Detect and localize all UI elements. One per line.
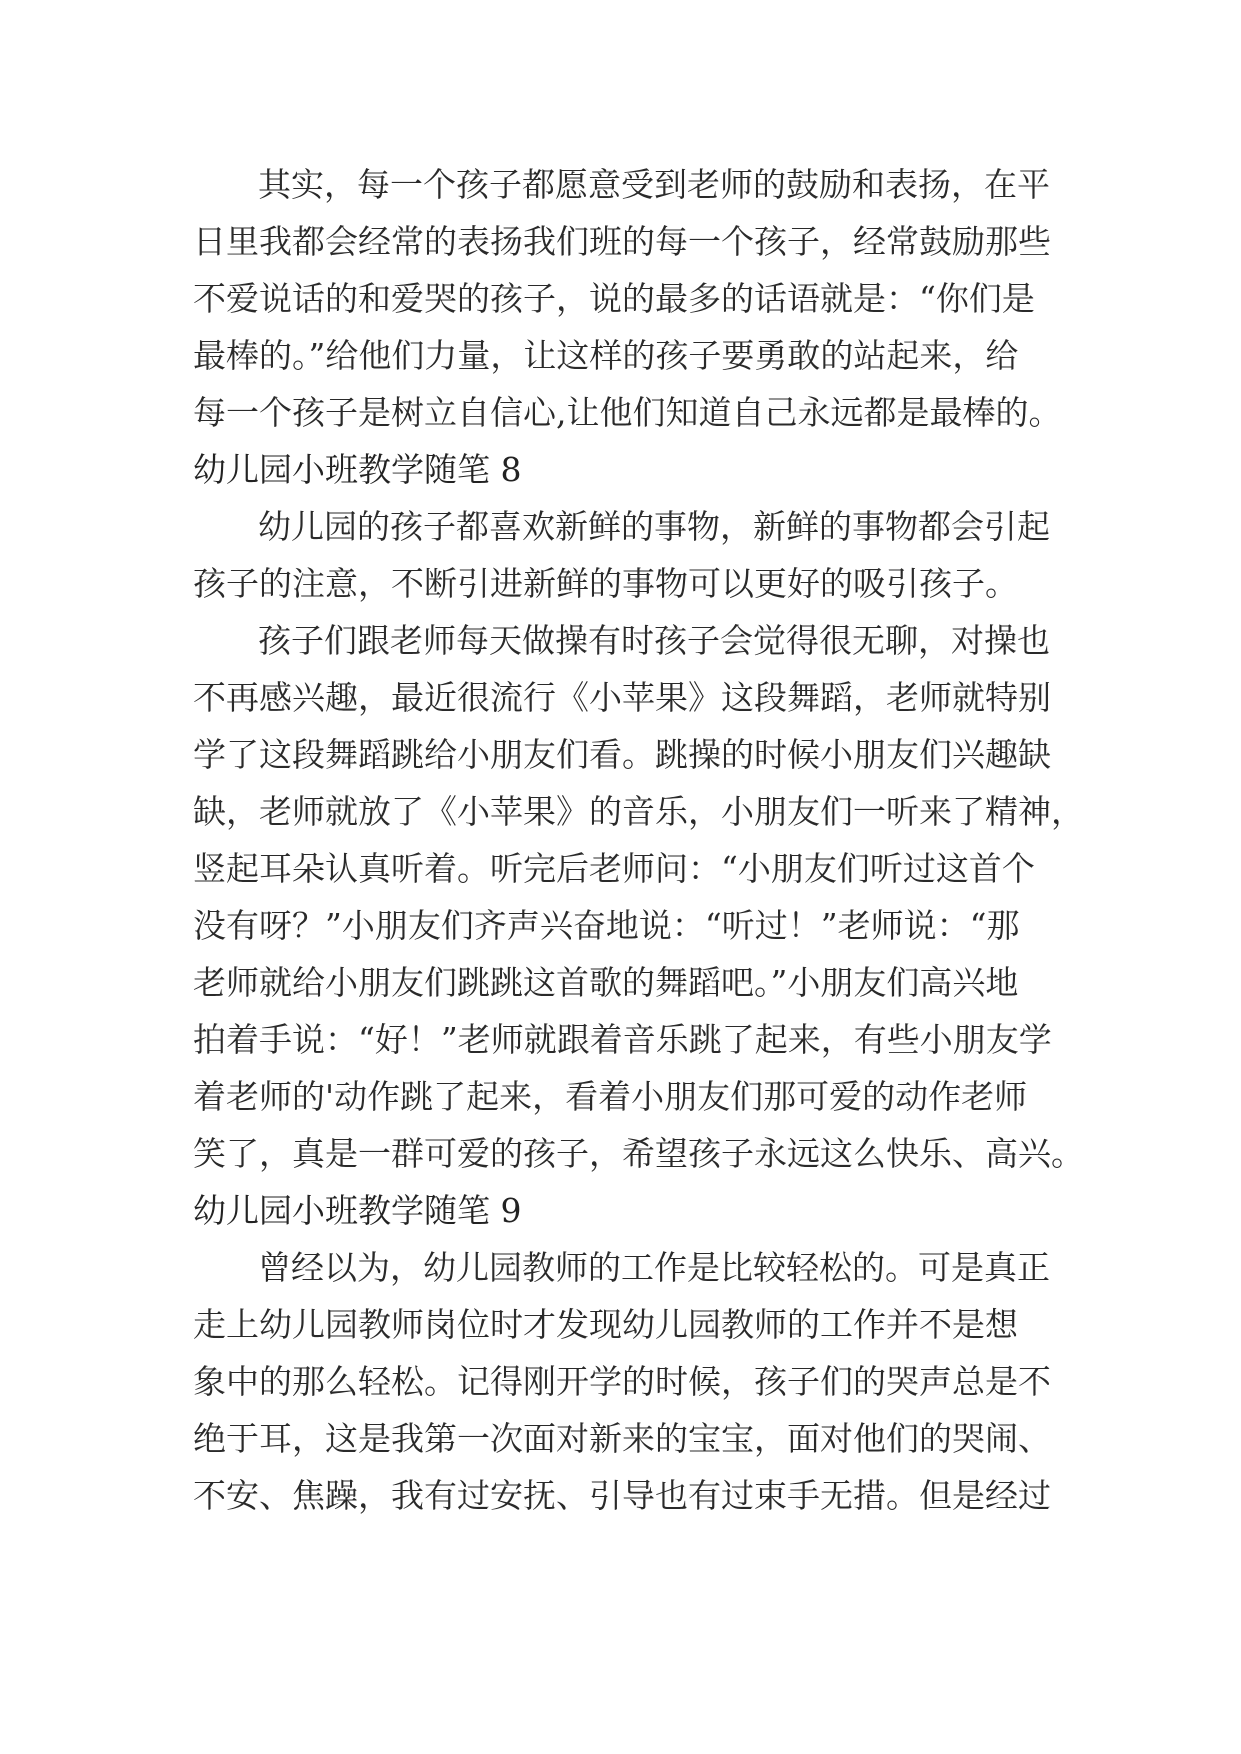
paragraph-line: 其实，每一个孩子都愿意受到老师的鼓励和表扬，在平 — [258, 165, 1050, 204]
paragraph-line: 老师就给小朋友们跳跳这首歌的舞蹈吧。”小朋友们高兴地 — [193, 963, 1019, 1002]
section-heading: 幼儿园小班教学随笔 9 — [193, 1191, 522, 1230]
paragraph-line: 学了这段舞蹈跳给小朋友们看。跳操的时候小朋友们兴趣缺 — [193, 735, 1051, 774]
paragraph-line: 走上幼儿园教师岗位时才发现幼儿园教师的工作并不是想 — [193, 1305, 1018, 1344]
paragraph-line: 曾经以为，幼儿园教师的工作是比较轻松的。可是真正 — [258, 1248, 1050, 1287]
paragraph-line: 幼儿园的孩子都喜欢新鲜的事物，新鲜的事物都会引起 — [258, 507, 1050, 546]
paragraph-line: 每一个孩子是树立自信心,让他们知道自己永远都是最棒的。 — [193, 393, 1062, 432]
paragraph-line: 最棒的。”给他们力量，让这样的孩子要勇敢的站起来，给 — [193, 336, 1019, 375]
paragraph-line: 不安、焦躁，我有过安抚、引导也有过束手无措。但是经过 — [193, 1476, 1051, 1515]
paragraph-line: 竖起耳朵认真听着。听完后老师问：“小朋友们听过这首个 — [193, 849, 1035, 888]
paragraph-line: 拍着手说：“好！”老师就跟着音乐跳了起来，有些小朋友学 — [193, 1020, 1052, 1059]
section-heading: 幼儿园小班教学随笔 8 — [193, 450, 522, 489]
paragraph-line: 不爱说话的和爱哭的孩子，说的最多的话语就是：“你们是 — [193, 279, 1035, 318]
paragraph-line: 日里我都会经常的表扬我们班的每一个孩子，经常鼓励那些 — [193, 222, 1051, 261]
paragraph-line: 孩子的注意，不断引进新鲜的事物可以更好的吸引孩子。 — [193, 564, 1018, 603]
paragraph-line: 象中的那么轻松。记得刚开学的时候，孩子们的哭声总是不 — [193, 1362, 1051, 1401]
paragraph-line: 没有呀？”小朋友们齐声兴奋地说：“听过！”老师说：“那 — [193, 906, 1020, 945]
paragraph-line: 笑了，真是一群可爱的孩子，希望孩子永远这么快乐、高兴。 — [193, 1134, 1084, 1173]
paragraph-line: 孩子们跟老师每天做操有时孩子会觉得很无聊，对操也 — [258, 621, 1050, 660]
paragraph-line: 不再感兴趣，最近很流行《小苹果》这段舞蹈，老师就特别 — [193, 678, 1051, 717]
paragraph-line: 缺，老师就放了《小苹果》的音乐，小朋友们一听来了精神， — [193, 792, 1084, 831]
paragraph-line: 着老师的'动作跳了起来，看着小朋友们那可爱的动作老师 — [193, 1077, 1028, 1116]
paragraph-line: 绝于耳，这是我第一次面对新来的宝宝，面对他们的哭闹、 — [193, 1419, 1051, 1458]
